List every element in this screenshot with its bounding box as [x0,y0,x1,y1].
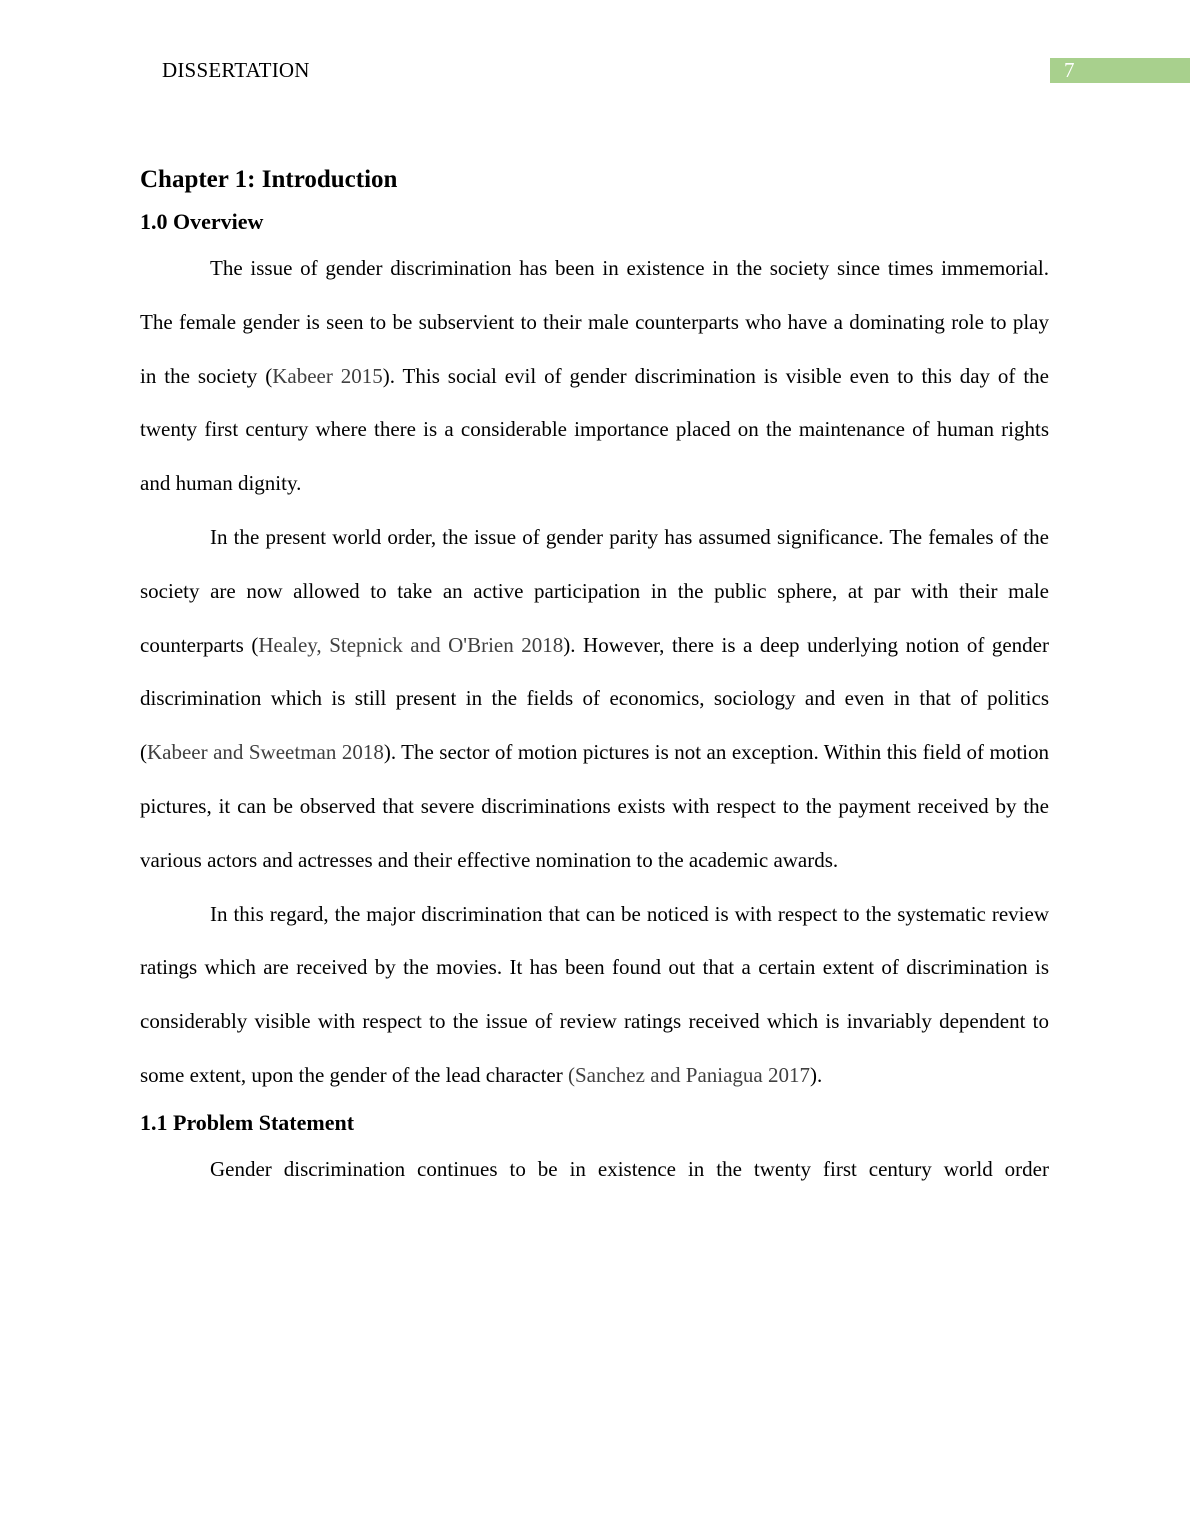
paragraph-text: The issue of gender discrimination has been in existence in the society since times immemorial. The female gender is seen to be subservient to their male counterparts who have a dominating role to play in the society ( [140,256,1049,388]
overview-paragraph-3 [140,888,1049,1103]
paragraph-text: ). The sector of motion pictures is not an exception. Within this field of motion pictures, it can be observed that severe discriminations exists with respect to the payment received by the various actors and actresses and their effective nomination to the academic awards. [140,740,1049,872]
paragraph-text: In the present world order, the issue of gender parity has assumed significance. The females of the society are now allowed to take an active participation in the public sphere, at par with their male counterparts ( [140,524,1049,657]
paragraph-text: ). [810,1062,823,1087]
section-heading-overview: 1.0 Overview [140,209,264,234]
citation: Kabeer 2015 [272,363,383,388]
paragraph-text: In this regard, the major discrimination that can be noticed is with respect to the systematic review ratings which are received by the movies. It has been found out that a certain extent of discrimination is considerably visible with respect to the issue of review ratings received which is invariably dependent to some extent, upon the gender of the lead character [140,901,1049,1087]
page-number: 7 [1064,58,1075,82]
overview-paragraph-2 [140,511,1049,888]
overview-paragraph-1 [140,242,1049,511]
document-body [140,158,1049,1197]
citation: Kabeer and Sweetman 2018 [147,740,384,765]
paragraph-text: ). However, there is a deep underlying notion of gender discrimination which is still present in the fields of economics, sociology and even in that of politics ( [140,632,1049,765]
citation: (Sanchez and Paniagua 2017 [567,1062,810,1087]
paragraph-text: ). This social evil of gender discrimination is visible even to this day of the twenty first century where there is a considerable importance placed on the maintenance of human rights and human dignity. [140,363,1050,496]
problem-statement-paragraph-1 [140,1143,1049,1197]
paragraph-text: Gender discrimination continues to be in existence in the twenty first century world order [210,1156,1049,1181]
running-header-title: DISSERTATION [162,58,310,82]
chapter-title: Chapter 1: Introduction [140,166,398,193]
page-number-badge [1050,58,1190,83]
citation: Healey, Stepnick and O'Brien 2018 [258,632,564,657]
section-heading-problem-statement: 1.1 Problem Statement [140,1109,355,1135]
